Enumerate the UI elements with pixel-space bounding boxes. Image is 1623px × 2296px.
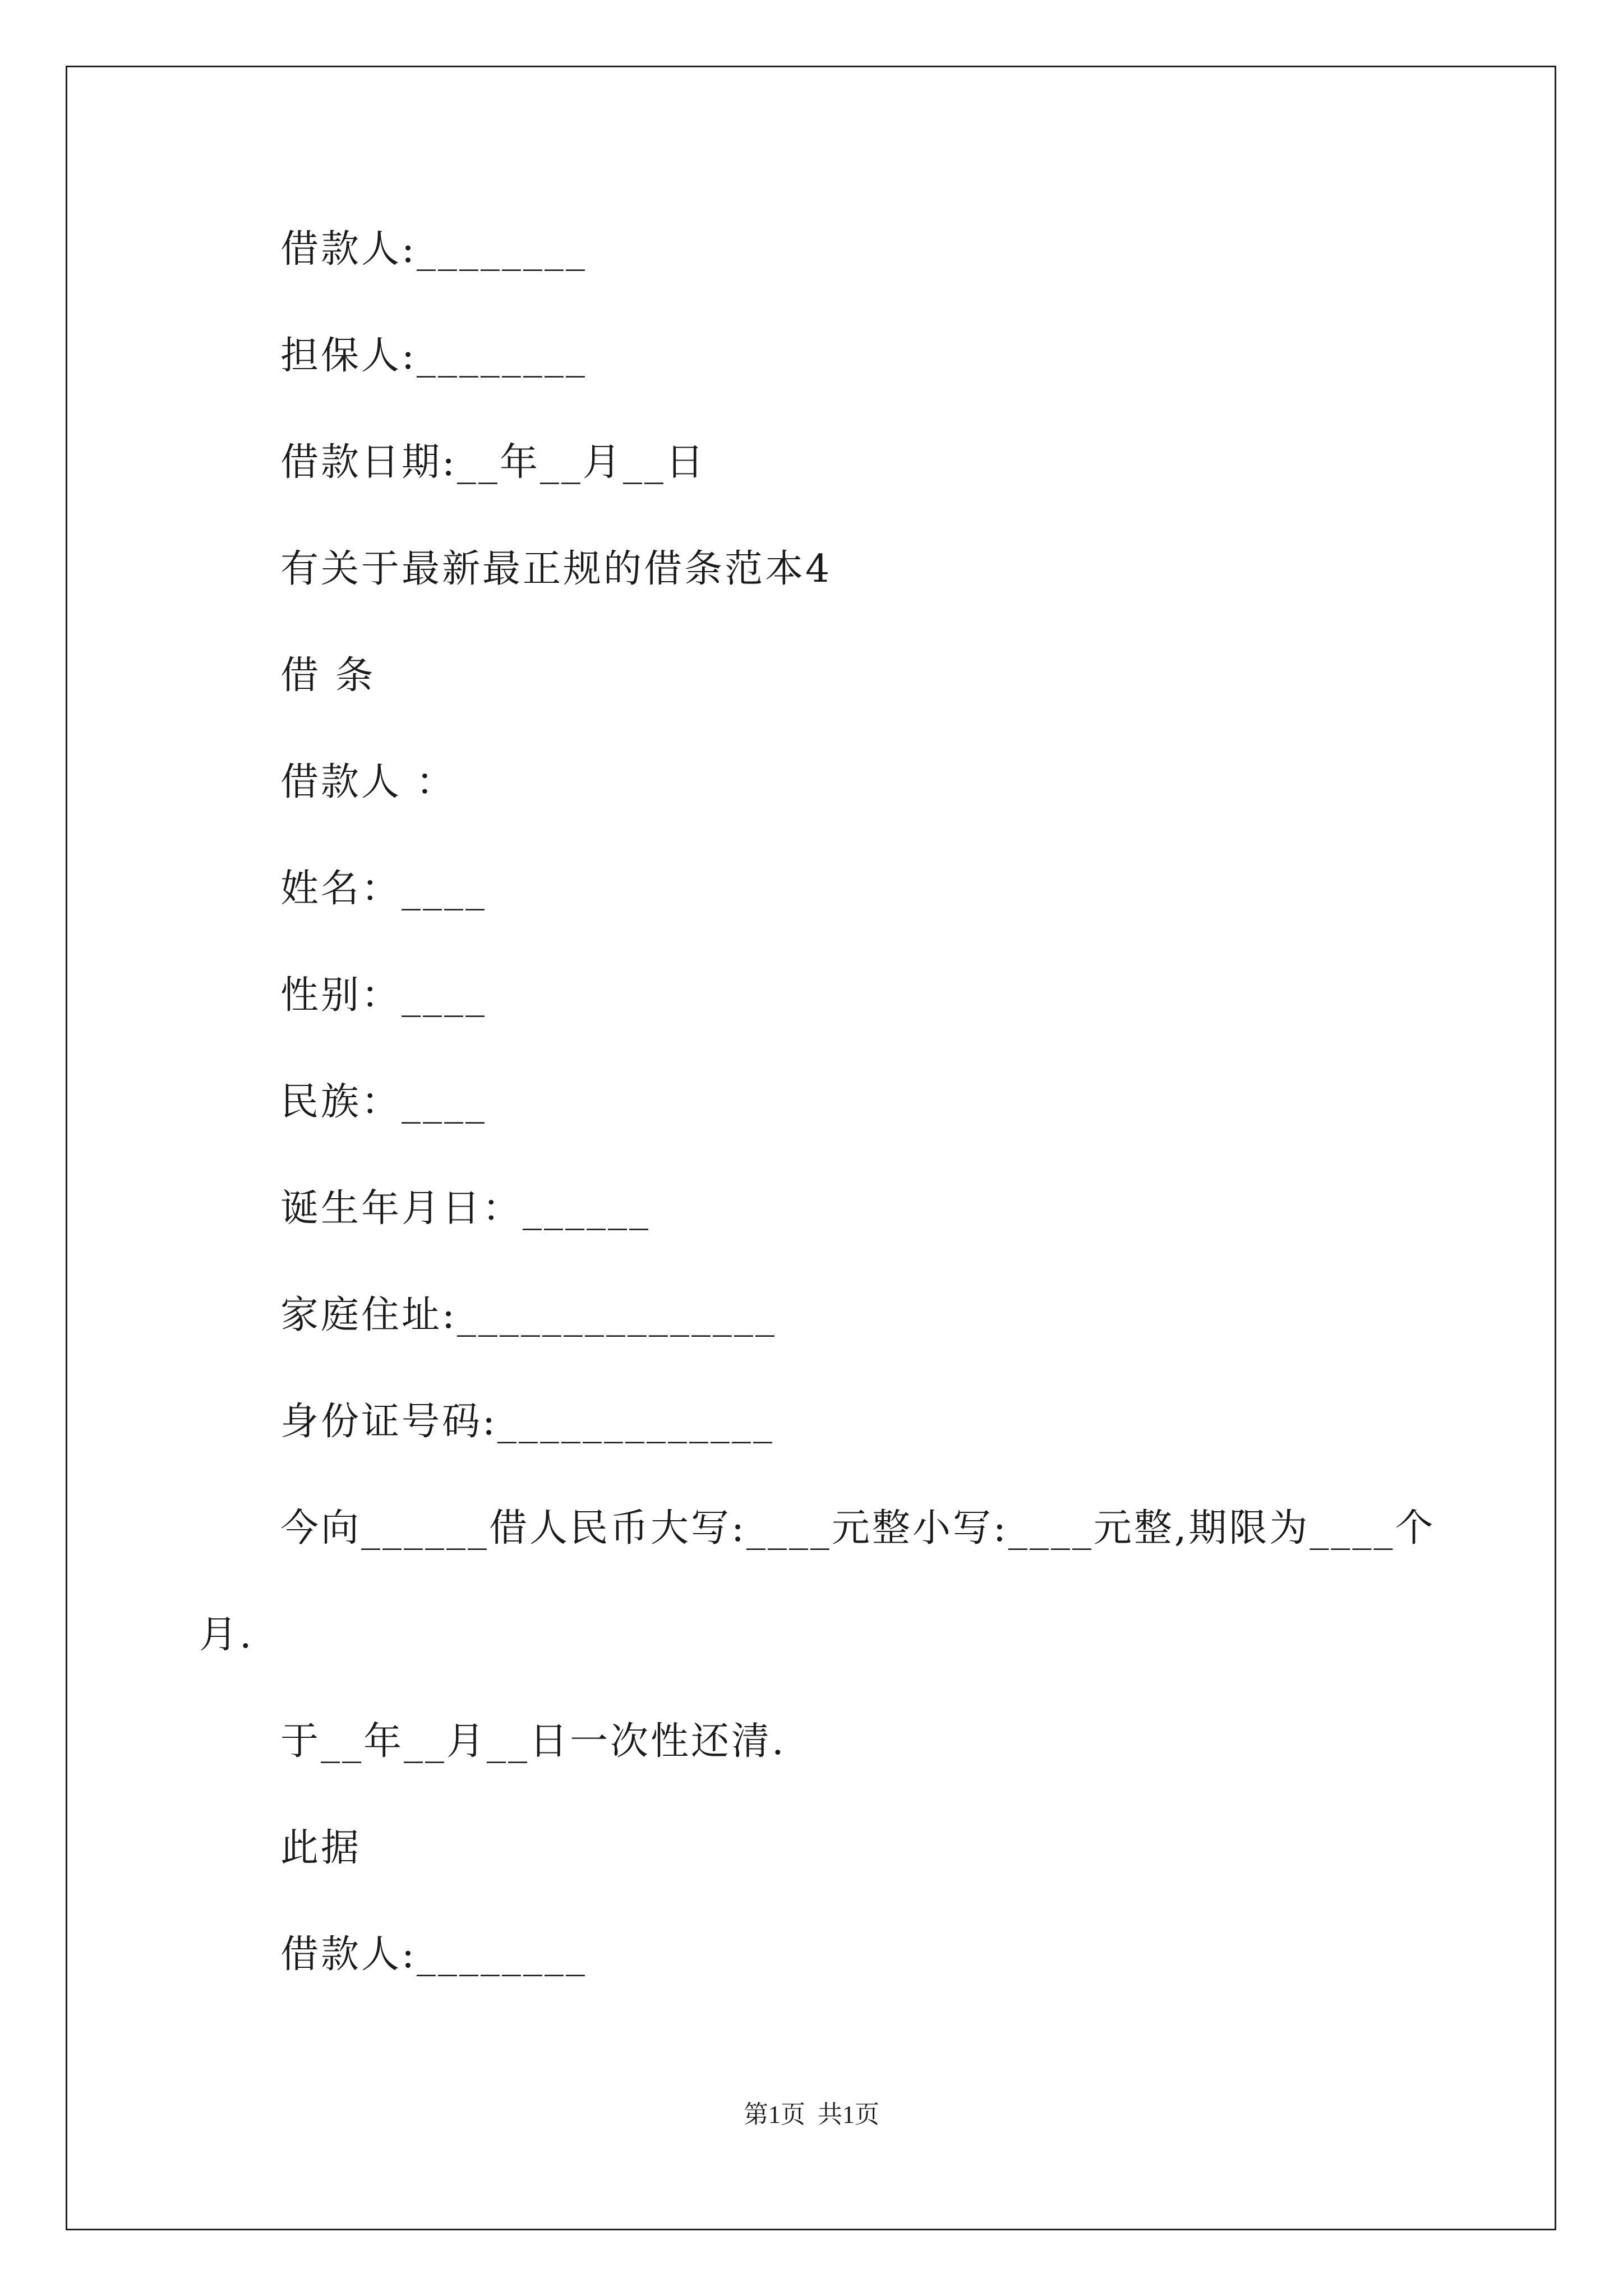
address-line: 家庭住址:_______________ <box>280 1293 777 1337</box>
closing-line: 此据 <box>280 1826 362 1870</box>
section-heading: 有关于最新最正规的借条范本4 <box>280 547 832 591</box>
signature-borrower-line: 借款人:________ <box>280 1932 587 1977</box>
loan-amount-line-continued: 月. <box>199 1613 254 1657</box>
ethnicity-line: 民族：____ <box>280 1080 487 1124</box>
borrower-line: 借款人:________ <box>280 227 587 272</box>
gender-line: 性别：____ <box>280 973 487 1018</box>
loan-date-line: 借款日期:__年__月__日 <box>280 440 706 485</box>
page-number-footer: 第1页 共1页 <box>744 2101 879 2128</box>
id-number-line: 身份证号码:_____________ <box>280 1400 774 1444</box>
borrower-label: 借款人 ： <box>280 760 457 804</box>
birthdate-line: 诞生年月日：______ <box>280 1186 651 1231</box>
name-line: 姓名：____ <box>280 867 487 911</box>
loan-amount-line: 今向______借人民币大写:____元整小写:____元整,期限为____个 <box>280 1506 1436 1550</box>
guarantor-line: 担保人:________ <box>280 334 587 378</box>
repayment-line: 于__年__月__日一次性还清. <box>280 1719 786 1764</box>
document-title: 借 条 <box>280 654 376 698</box>
page-border <box>66 66 1556 2230</box>
